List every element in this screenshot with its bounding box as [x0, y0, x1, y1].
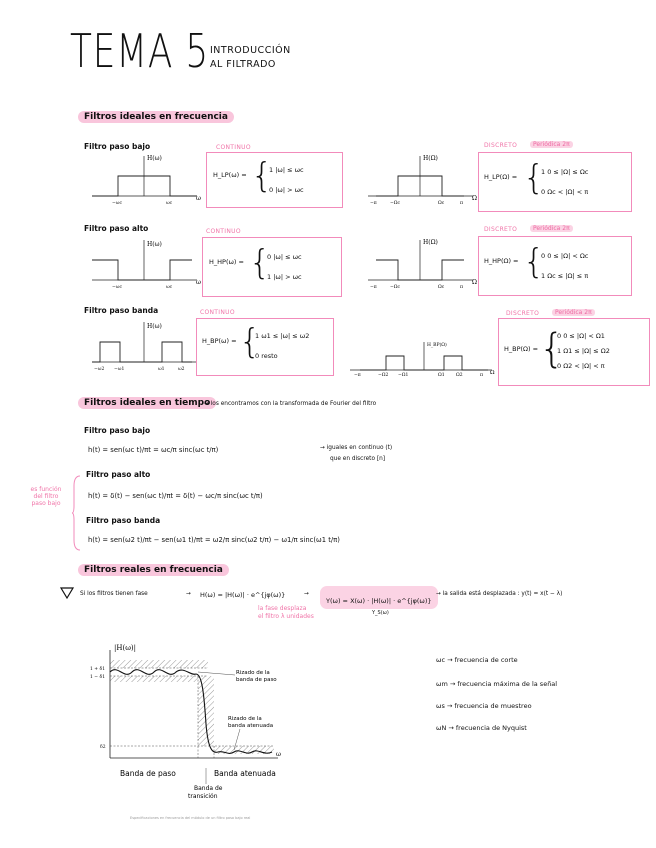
svg-text:−π: −π: [354, 373, 361, 378]
svg-text:banda atenuada: banda atenuada: [228, 723, 274, 729]
tag-continuous-3: CONTINUO: [200, 309, 235, 316]
svg-text:H(ω): H(ω): [147, 241, 162, 248]
svg-text:H_BP(Ω): H_BP(Ω): [427, 343, 447, 348]
legend-item-ws: ωs → frecuencia de muestreo: [436, 702, 532, 710]
time-lowpass-formula: h(t) = sen(ωc t)/πt = ωc/π sinc(ωc t/π): [88, 446, 219, 454]
real-result: → la salida está desplazada : y(t) = x(t − λ): [436, 591, 563, 597]
svg-text:−ω1: −ω1: [114, 367, 125, 372]
real-formula-2: Y(ω) = X(ω) · |H(ω)| · e^{jφ(ω)}: [326, 597, 432, 605]
tag-continuous-1: CONTINUO: [216, 144, 251, 151]
svg-text:Ωc: Ωc: [438, 285, 445, 290]
svg-text:1 − δ1: 1 − δ1: [90, 675, 106, 680]
svg-text:Banda atenuada: Banda atenuada: [214, 769, 276, 778]
lowpass-label: Filtro paso bajo: [84, 142, 151, 151]
real-pink-note: la fase desplaza el filtro λ unidades: [258, 605, 314, 620]
time-lp-note-1: → iguales en continuo (t): [320, 445, 393, 451]
plot-caption: Especificaciones en frecuencia del módulo de un filtro paso bajo real: [130, 816, 251, 820]
legend-item-wc: ωc → frecuencia de corte: [436, 656, 518, 664]
lowpass-continuous-graph: [92, 152, 202, 212]
page-subtitle: [210, 44, 291, 72]
svg-text:Banda de: Banda de: [194, 785, 223, 792]
graph-label-Hw: H(ω): [147, 155, 162, 162]
lowpass-discrete-graph: [368, 152, 478, 212]
svg-text:−ωc: −ωc: [112, 201, 122, 206]
time-bandpass-formula: h(t) = sen(ω2 t)/πt − sen(ω1 t)/πt = ω2/π sinc(ω2 t/π) − ω1/π sinc(ω1 t/π): [88, 536, 340, 544]
svg-text:π: π: [480, 373, 483, 378]
side-bracket: [72, 476, 82, 550]
nabla-icon: [60, 586, 74, 600]
svg-text:−Ωc: −Ωc: [390, 201, 401, 206]
bandpass-continuous-graph: [92, 318, 202, 378]
svg-text:ω: ω: [276, 751, 281, 758]
tag-periodic-2: Periódica 2π: [530, 225, 573, 232]
svg-text:ω: ω: [196, 279, 201, 286]
svg-text:Ω: Ω: [490, 370, 495, 376]
bandpass-discrete-graph: [350, 336, 496, 380]
svg-text:ω1: ω1: [158, 367, 165, 372]
real-formula-2-pill: [320, 586, 438, 609]
formula-box-bp-disc: H_BP(Ω) = { 0 0 ≤ |Ω| < Ω1 1 Ω1 ≤ |Ω| ≤ Ω2 0 Ω2 < |Ω| < π: [498, 318, 650, 386]
plot-ylabel: |H(ω)|: [114, 644, 136, 652]
time-highpass-formula: h(t) = δ(t) − sen(ωc t)/πt = δ(t) − ωc/π sinc(ωc t/π): [88, 492, 263, 500]
svg-text:Rizado de la: Rizado de la: [228, 716, 262, 722]
legend-item-wm: ωm → frecuencia máxima de la señal: [436, 680, 558, 688]
svg-text:−ωc: −ωc: [112, 285, 122, 290]
svg-text:−Ω1: −Ω1: [398, 373, 409, 378]
ideal-time-note: → los encontramos con la transformada de Fourier del filtro: [204, 401, 377, 407]
svg-text:H(Ω): H(Ω): [423, 155, 438, 162]
section-ideal-time: Filtros ideales en tiempo: [78, 397, 216, 409]
page-title: TEMA 5: [70, 24, 210, 78]
tag-continuous-2: CONTINUO: [206, 228, 241, 235]
formula-box-lp-disc: H_LP(Ω) = { 1 0 ≤ |Ω| ≤ Ωc 0 Ωc < |Ω| < π: [478, 152, 632, 212]
svg-text:Ω2: Ω2: [456, 373, 463, 378]
real-filter-plot: [90, 644, 290, 804]
legend-item-wn: ωN → frecuencia de Nyquist: [436, 724, 527, 732]
time-highpass-label: Filtro paso alto: [86, 470, 151, 479]
svg-text:−π: −π: [370, 201, 377, 206]
svg-text:δ2: δ2: [100, 745, 106, 750]
svg-text:Ω1: Ω1: [438, 373, 445, 378]
subtitle-line-2: AL FILTRADO: [210, 59, 276, 70]
svg-text:−Ω2: −Ω2: [378, 373, 389, 378]
svg-text:banda de paso: banda de paso: [236, 677, 277, 683]
formula-box-hp-disc: H_HP(Ω) = { 0 0 ≤ |Ω| < Ωc 1 Ωc ≤ |Ω| ≤ π: [478, 236, 632, 296]
real-under: Y_S(ω): [372, 610, 389, 616]
highpass-discrete-graph: [368, 236, 478, 296]
svg-text:transición: transición: [188, 793, 218, 800]
svg-text:ω2: ω2: [178, 367, 185, 372]
svg-text:ω: ω: [196, 195, 201, 202]
formula-box-lp-cont: H_LP(ω) = { 1 |ω| ≤ ωc 0 |ω| > ωc: [206, 152, 343, 208]
tag-discrete-2: DISCRETO: [484, 226, 518, 233]
svg-text:H(Ω): H(Ω): [423, 239, 438, 246]
svg-text:H(ω): H(ω): [147, 323, 162, 330]
time-bandpass-label: Filtro paso banda: [86, 516, 161, 525]
highpass-label: Filtro paso alto: [84, 224, 149, 233]
svg-text:−Ωc: −Ωc: [390, 285, 401, 290]
svg-text:π: π: [460, 201, 463, 206]
svg-text:Ω: Ω: [472, 279, 477, 286]
time-lowpass-label: Filtro paso bajo: [84, 426, 151, 435]
svg-text:ωc: ωc: [166, 201, 173, 206]
svg-text:Ωc: Ωc: [438, 201, 445, 206]
tag-discrete-1: DISCRETO: [484, 142, 518, 149]
side-note: es función del filtro paso bajo: [30, 486, 62, 507]
highpass-continuous-graph: [92, 236, 202, 296]
formula-box-bp-cont: H_BP(ω) = { 1 ω1 ≤ |ω| ≤ ω2 0 resto: [196, 318, 334, 376]
svg-text:Ω: Ω: [472, 195, 477, 202]
real-formula-1: H(ω) = |H(ω)| · e^{jφ(ω)}: [200, 591, 286, 599]
svg-text:Rizado de la: Rizado de la: [236, 670, 270, 676]
svg-text:−ω2: −ω2: [94, 367, 105, 372]
section-real-freq: Filtros reales en frecuencia: [78, 564, 229, 576]
real-line-1: Si los filtros tienen fase: [80, 591, 148, 597]
tag-discrete-3: DISCRETO: [506, 310, 540, 317]
formula-box-hp-cont: H_HP(ω) = { 0 |ω| ≤ ωc 1 |ω| > ωc: [202, 237, 342, 297]
tag-periodic-1: Periódica 2π: [530, 141, 573, 148]
svg-text:−π: −π: [370, 285, 377, 290]
bandpass-label: Filtro paso banda: [84, 306, 159, 315]
svg-text:Banda de paso: Banda de paso: [120, 769, 176, 778]
svg-text:π: π: [460, 285, 463, 290]
tag-periodic-3: Periódica 2π: [552, 309, 595, 316]
time-lp-note-2: que en discreto [n]: [330, 456, 386, 462]
section-ideal-freq: Filtros ideales en frecuencia: [78, 111, 234, 123]
svg-text:1 + δ1: 1 + δ1: [90, 667, 106, 672]
subtitle-line-1: INTRODUCCIÓN: [210, 45, 291, 56]
svg-text:ωc: ωc: [166, 285, 173, 290]
